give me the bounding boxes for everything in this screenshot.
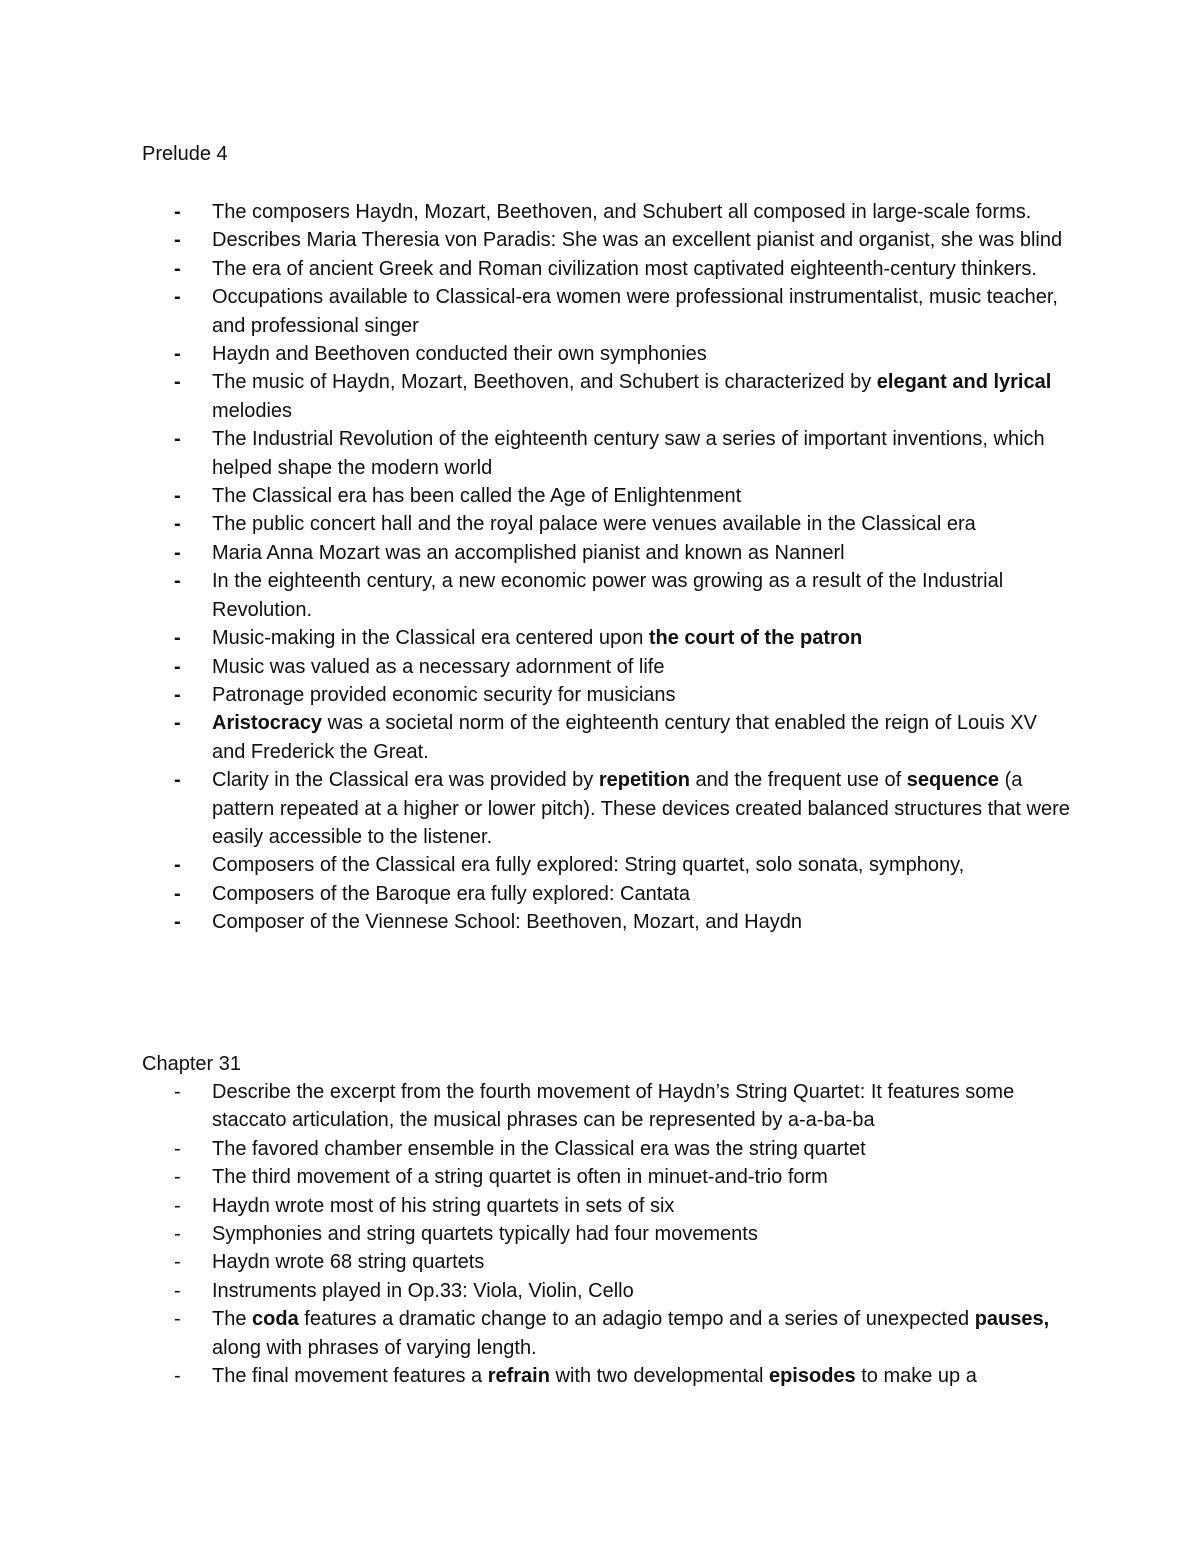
- list-item: [142, 1362, 1072, 1390]
- list-item: [142, 908, 1072, 936]
- item-text: Clarity in the Classical era was provided by: [212, 769, 599, 792]
- bold-term: pauses,: [974, 1308, 1050, 1331]
- chapter-31-heading: Chapter 31: [142, 1053, 241, 1075]
- bullet-dash: -: [174, 683, 181, 706]
- list-item: [142, 1192, 1072, 1220]
- item-text: Describes Maria Theresia von Paradis: She was an excellent pianist and organist, she was blind: [212, 229, 1063, 252]
- list-item: [142, 1078, 1072, 1135]
- list-item: [142, 1220, 1072, 1248]
- bullet-dash: -: [174, 911, 181, 934]
- item-text: features a dramatic change to an adagio tempo and a series of unexpected: [298, 1308, 975, 1331]
- chapter-31-notes-list: [142, 1078, 1072, 1390]
- list-item: [142, 567, 1072, 624]
- bullet-dash: -: [174, 655, 181, 678]
- bullet-dash: -: [174, 570, 181, 593]
- item-text: The final movement features a: [212, 1365, 488, 1388]
- item-text: Music was valued as a necessary adornment of life: [212, 655, 665, 678]
- list-item: [142, 653, 1072, 681]
- list-item: [142, 510, 1072, 538]
- item-text: The: [212, 1308, 253, 1331]
- list-item: [142, 1305, 1072, 1362]
- item-text: melodies: [212, 399, 293, 422]
- list-item: [142, 368, 1072, 425]
- prelude-4-notes-list: [142, 198, 1072, 937]
- item-text: was a societal norm of the eighteenth century that enabled the reign of Louis XV and Frederick the Great.: [212, 712, 1037, 763]
- bold-term: repetition: [598, 769, 690, 792]
- item-text: The Industrial Revolution of the eighteenth century saw a series of important inventions, which helped shape the modern world: [212, 428, 1045, 479]
- list-item: [142, 624, 1072, 652]
- item-text: Maria Anna Mozart was an accomplished pianist and known as Nannerl: [212, 541, 845, 564]
- bullet-dash: -: [174, 712, 181, 735]
- list-item: [142, 880, 1072, 908]
- item-text: with two developmental: [549, 1365, 769, 1388]
- bold-term: refrain: [487, 1365, 550, 1388]
- bullet-dash: -: [174, 627, 181, 650]
- item-text: Haydn wrote most of his string quartets in sets of six: [212, 1194, 675, 1217]
- list-item: [142, 198, 1072, 226]
- item-text: The composers Haydn, Mozart, Beethoven, and Schubert all composed in large-scale forms.: [212, 201, 1032, 223]
- list-item: [142, 851, 1072, 879]
- bold-term: Aristocracy: [212, 712, 323, 735]
- item-text: Music-making in the Classical era centered upon: [212, 627, 649, 650]
- item-text: along with phrases of varying length.: [212, 1336, 537, 1359]
- bold-term: coda: [252, 1308, 299, 1331]
- bullet-dash: -: [174, 485, 181, 508]
- item-text: Haydn wrote 68 string quartets: [212, 1251, 485, 1274]
- item-text: The music of Haydn, Mozart, Beethoven, and Schubert is characterized by: [212, 371, 877, 394]
- bullet-dash: -: [174, 1081, 181, 1103]
- item-text: Patronage provided economic security for musicians: [212, 683, 676, 706]
- list-item: [142, 1163, 1072, 1191]
- item-text: In the eighteenth century, a new economic power was growing as a result of the Industrial Revolution.: [212, 570, 1004, 621]
- item-text: (a pattern repeated at a higher or lower pitch). These devices created balanced structures that were easily accessible to the listener.: [212, 769, 1070, 848]
- list-item: [142, 340, 1072, 368]
- bullet-dash: -: [174, 1137, 181, 1160]
- bullet-dash: -: [174, 343, 181, 366]
- bullet-dash: -: [174, 1365, 181, 1388]
- bullet-dash: -: [174, 257, 181, 280]
- list-item: [142, 482, 1072, 510]
- bold-term: elegant and lyrical: [876, 371, 1052, 394]
- bullet-dash: -: [174, 1308, 181, 1331]
- bullet-dash: -: [174, 541, 181, 564]
- bold-term: the court of the patron: [648, 627, 863, 650]
- item-text: Occupations available to Classical-era women were professional instrumentalist, music teacher, and professional singer: [212, 286, 1058, 337]
- list-item: [142, 425, 1072, 482]
- item-text: Composers of the Classical era fully explored: String quartet, solo sonata, symphony,: [212, 854, 965, 877]
- item-text: Instruments played in Op.33: Viola, Violin, Cello: [212, 1279, 634, 1302]
- item-text: Haydn and Beethoven conducted their own symphonies: [212, 343, 707, 366]
- list-item: [142, 255, 1072, 283]
- list-item: [142, 1248, 1072, 1276]
- item-text: The favored chamber ensemble in the Classical era was the string quartet: [212, 1137, 866, 1160]
- item-text: Composers of the Baroque era fully explored: Cantata: [212, 882, 691, 905]
- bullet-dash: -: [174, 854, 181, 877]
- bullet-dash: -: [174, 1166, 181, 1189]
- list-item: [142, 539, 1072, 567]
- item-text: The Classical era has been called the Age of Enlightenment: [212, 485, 742, 508]
- item-text: Symphonies and string quartets typically had four movements: [212, 1223, 758, 1246]
- bullet-dash: -: [174, 1223, 181, 1246]
- list-item: [142, 681, 1072, 709]
- prelude-4-heading: Prelude 4: [142, 143, 228, 165]
- bold-term: sequence: [906, 769, 1000, 792]
- bullet-dash: -: [174, 229, 181, 252]
- bullet-dash: -: [174, 769, 181, 792]
- item-text: The third movement of a string quartet is often in minuet-and-trio form: [212, 1166, 828, 1189]
- bullet-dash: -: [174, 201, 181, 223]
- item-text: to make up a: [855, 1365, 977, 1388]
- list-item: [142, 1277, 1072, 1305]
- list-item: [142, 709, 1072, 766]
- item-text: Describe the excerpt from the fourth movement of Haydn’s String Quartet: It features some staccato articulation, the musical phrases can be represented by a-a-ba-ba: [212, 1081, 1015, 1132]
- item-text: The era of ancient Greek and Roman civilization most captivated eighteenth-century thinkers.: [212, 257, 1037, 280]
- item-text: The public concert hall and the royal palace were venues available in the Classical era: [212, 513, 976, 536]
- list-item: [142, 1135, 1072, 1163]
- bullet-dash: -: [174, 882, 181, 905]
- item-text: Composer of the Viennese School: Beethoven, Mozart, and Haydn: [212, 911, 802, 934]
- bullet-dash: -: [174, 1194, 181, 1217]
- bold-term: episodes: [768, 1365, 856, 1388]
- list-item: [142, 226, 1072, 254]
- bullet-dash: -: [174, 513, 181, 536]
- list-item: [142, 283, 1072, 340]
- bullet-dash: -: [174, 1251, 181, 1274]
- item-text: and the frequent use of: [689, 769, 907, 792]
- bullet-dash: -: [174, 428, 181, 451]
- bullet-dash: -: [174, 286, 181, 309]
- list-item: [142, 766, 1072, 851]
- bullet-dash: -: [174, 1279, 181, 1302]
- bullet-dash: -: [174, 371, 181, 394]
